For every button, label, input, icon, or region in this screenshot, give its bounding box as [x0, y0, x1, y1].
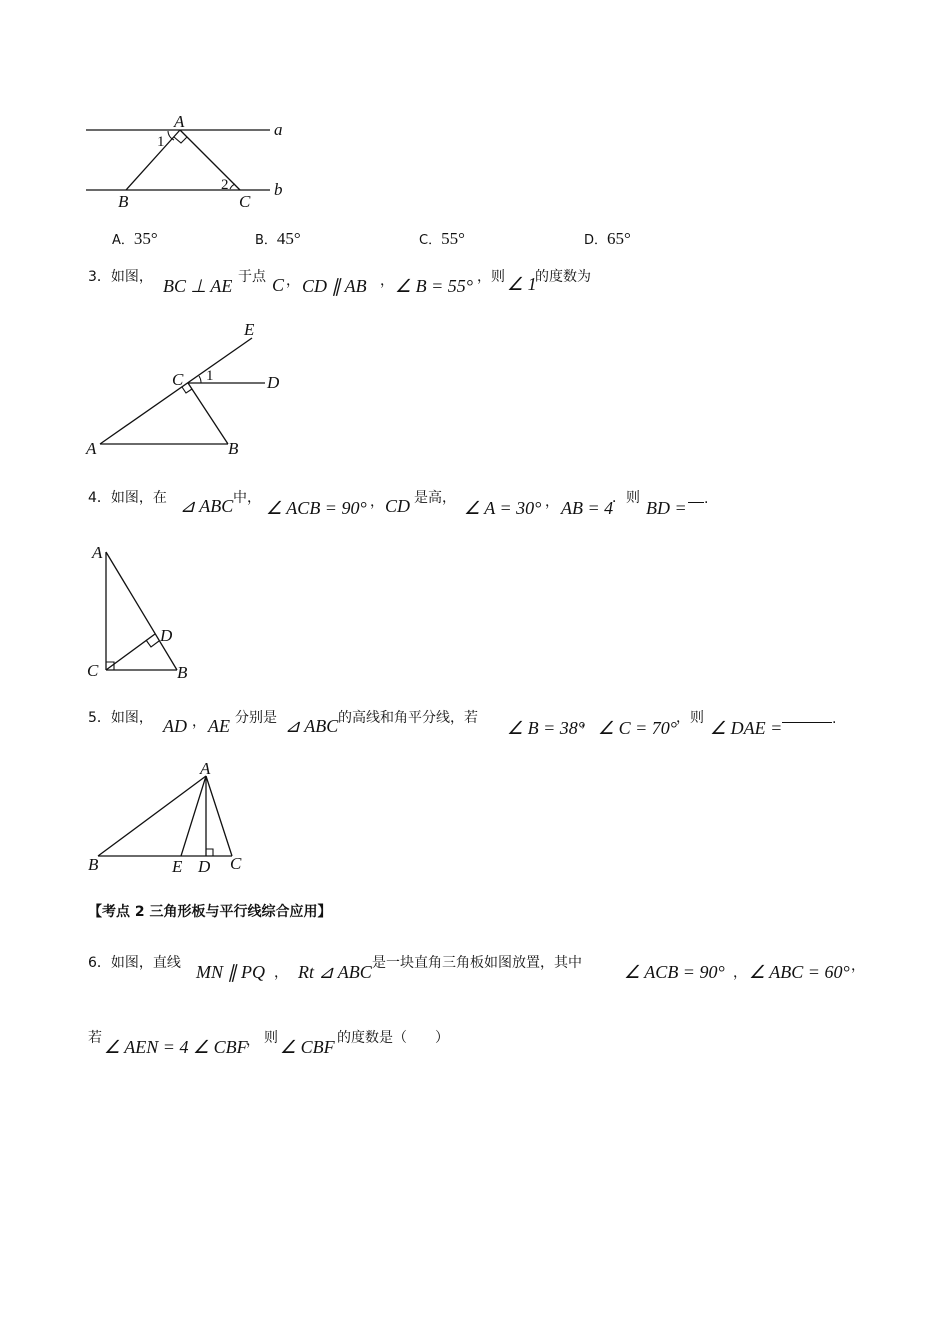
figure-q5: [80, 756, 260, 882]
label-C: C: [172, 370, 184, 389]
text: .: [832, 711, 837, 727]
math-expr: BD =: [646, 498, 687, 518]
figure-q2: [80, 112, 300, 212]
math-expr: CD: [385, 496, 411, 516]
text: 则: [264, 1030, 278, 1046]
segment-ab: [98, 776, 206, 856]
text: 于点: [238, 269, 266, 285]
segment-ae: [181, 776, 206, 856]
math-expr: ∠ 1: [507, 274, 537, 294]
separator: ，: [733, 965, 747, 981]
q2-option-c[interactable]: [419, 229, 465, 249]
option-value: 35°: [133, 229, 158, 248]
label-A: A: [200, 759, 211, 778]
question-number: 5．如图，: [88, 710, 153, 726]
q2-option-d[interactable]: [584, 229, 631, 249]
label-D: D: [267, 373, 280, 392]
answer-blank[interactable]: [782, 712, 832, 723]
q2-option-a[interactable]: [112, 229, 158, 249]
option-letter: C．: [419, 233, 442, 248]
segment-ac: [180, 130, 240, 190]
segment-cb: [188, 383, 228, 444]
text: ，则: [477, 269, 505, 285]
option-value: 65°: [607, 229, 631, 248]
label-E: E: [172, 857, 183, 876]
figure-q4: [80, 540, 200, 686]
math-expr: ∠ AEN = 4 ∠ CBF: [104, 1037, 248, 1057]
option-value: 55°: [441, 229, 465, 248]
label-D: D: [198, 857, 211, 876]
separator: ，: [370, 494, 384, 510]
label-2: 2: [221, 177, 229, 193]
text: ．则: [612, 490, 640, 506]
label-B: B: [228, 439, 239, 458]
separator: ，: [274, 965, 288, 981]
text: .: [704, 491, 709, 507]
segment-cd: [106, 634, 155, 670]
q2-option-b[interactable]: [255, 229, 301, 249]
separator: ，: [851, 958, 865, 974]
label-1: 1: [157, 134, 165, 150]
separator: ，: [246, 1033, 260, 1049]
math-expr: ∠ ACB = 90°: [266, 498, 367, 518]
option-letter: A．: [112, 233, 134, 248]
separator: ，: [581, 714, 595, 730]
text: 若: [88, 1030, 102, 1046]
label-E: E: [244, 320, 255, 339]
text: 的度数是（ ）: [337, 1030, 449, 1046]
separator: ，: [192, 714, 206, 730]
right-angle-mark: [174, 137, 187, 143]
option-value: 45°: [276, 229, 301, 248]
math-expr: ⊿ ABC: [285, 716, 339, 736]
segment-ac: [206, 776, 232, 856]
option-letter: B．: [255, 233, 277, 248]
math-expr: ∠ CBF: [280, 1037, 335, 1057]
label-B: B: [118, 192, 129, 211]
math-expr: ∠ A = 30°: [464, 498, 542, 518]
separator: ，: [380, 273, 394, 289]
math-expr: AB = 4: [561, 498, 614, 518]
text: ，则: [676, 710, 704, 726]
right-angle-d: [146, 640, 159, 647]
label-D: D: [160, 626, 173, 645]
math-expr: ∠ ACB = 90°: [624, 962, 725, 982]
math-expr: ∠ B = 38°: [507, 718, 585, 738]
math-expr: ∠ C = 70°: [598, 718, 677, 738]
math-expr: ∠ DAE =: [710, 718, 783, 738]
angle1-arc: [168, 131, 174, 140]
text: 是一块直角三角板如图放置，其中: [372, 955, 582, 971]
separator: ，: [286, 273, 300, 289]
section-heading: 【考点 2 三角形板与平行线综合应用】: [88, 904, 332, 920]
math-expr: Rt ⊿ ABC: [298, 962, 372, 982]
segment-ab: [106, 552, 177, 670]
label-1: 1: [206, 368, 214, 384]
math-expr: ∠ ABC = 60°: [749, 962, 850, 982]
math-expr: AD: [163, 716, 187, 736]
right-angle-d: [206, 849, 213, 856]
question-number: 4．如图，在: [88, 490, 167, 506]
math-expr: ⊿ ABC: [180, 496, 234, 516]
math-expr: C: [272, 275, 285, 295]
label-C: C: [87, 661, 99, 680]
text: 是高，: [414, 490, 456, 506]
option-letter: D．: [584, 233, 608, 248]
label-A: A: [174, 112, 185, 131]
label-B: B: [88, 855, 99, 874]
label-A: A: [86, 439, 97, 458]
label-A: A: [92, 543, 103, 562]
math-expr: CD ∥ AB: [302, 276, 367, 296]
label-C: C: [230, 854, 242, 873]
answer-blank[interactable]: [688, 494, 704, 503]
figure-q3: [80, 318, 300, 460]
separator: ，: [545, 494, 559, 510]
segment-ae: [100, 338, 252, 444]
math-expr: MN ∥ PQ: [196, 962, 265, 982]
question-number: 3．如图，: [88, 269, 153, 285]
label-b: b: [274, 180, 283, 199]
label-C: C: [239, 192, 251, 211]
question-number: 6．如图，直线: [88, 955, 181, 971]
angle1-arc: [199, 376, 201, 383]
text: 分别是: [235, 710, 277, 726]
math-expr: BC ⊥ AE: [163, 276, 233, 296]
label-a: a: [274, 120, 283, 139]
math-expr: ∠ B = 55°: [395, 276, 473, 296]
angle2-arc: [230, 184, 235, 189]
label-B: B: [177, 663, 188, 682]
text: 的度数为: [535, 269, 591, 285]
text: 中，: [233, 490, 261, 506]
math-expr: AE: [208, 716, 230, 736]
text: 的高线和角平分线，若: [338, 710, 478, 726]
